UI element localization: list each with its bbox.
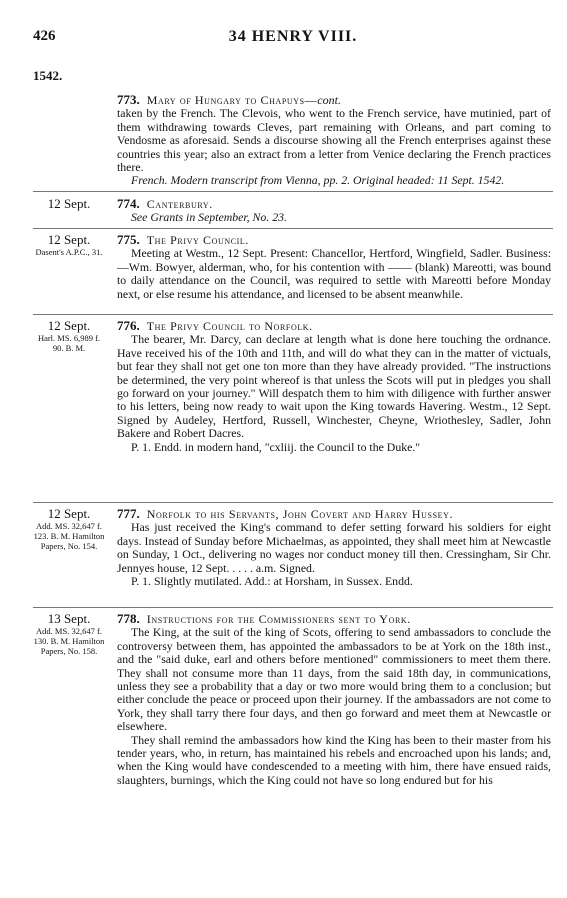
- entry-note: P. 1. Endd. in modern hand, "cxliij. the Council to the Duke.": [131, 439, 421, 454]
- year-marker: 1542.: [33, 68, 63, 83]
- entry-paragraph: They shall remind the ambassadors how kind the King has been to their master from his tender years, who, in return, has maintained his rebels and encroached upon his lands; and, when the King would have condescended to a meeting with him, there have ensued raids, slaughters, burnings, which the King could not have so long endured but for his: [117, 732, 551, 787]
- entry-separator: [33, 191, 553, 192]
- entry-title: Instructions for the Commissioners sent to York.: [146, 612, 411, 626]
- running-head: 34 HENRY VIII.: [228, 28, 358, 45]
- entry-paragraph: Meeting at Westm., 12 Sept. Present: Chancellor, Hertford, Wingfield, Sadler. Business:—Wm. Bowyer, alderman, who, for his contention with —— (blank) Mareotti, was bound to daily attendance on the Council, was required to settle with Mareotti before Monday next, or else resume his attendance, and licensed to be absent meanwhile.: [117, 246, 551, 301]
- entry-note: French. Modern transcript from Vienna, pp. 2. Original headed: 11 Sept. 1542.: [131, 173, 505, 188]
- entry-date: 12 Sept.: [47, 318, 91, 333]
- entry-margin: [33, 507, 105, 551]
- entry-body: [117, 507, 551, 588]
- entry-heading: [117, 612, 551, 626]
- entry-separator: [33, 314, 553, 315]
- entry-heading: [117, 93, 551, 107]
- entry-margin: [33, 233, 105, 258]
- entry-margin: [33, 197, 105, 210]
- entry-margin: [33, 319, 105, 354]
- entry-body: [117, 612, 551, 787]
- entry-source-ref: Add. MS. 32,647 f. 123. B. M. Hamilton Papers, No. 154.: [33, 521, 105, 551]
- entry-number: 775.: [117, 232, 140, 247]
- entry-date: 12 Sept.: [47, 232, 91, 247]
- entry-title-suffix: cont.: [317, 93, 341, 107]
- entry-paragraph: Has just received the King's command to defer setting forward his soldiers for eight days. Instead of Sunday before Michaelmas, as appointed, they shall meet him at Newcastle on Sunday, 1 Oct., delivering no wages nor conduct money till then. Cressingham, Sir Chr. Jennyes house, 12 Sept. . . . . a.m. Signed.: [117, 520, 551, 575]
- entry-separator: [33, 607, 553, 608]
- entry-source-ref: Add. MS. 32,647 f. 130. B. M. Hamilton Papers, No. 158.: [33, 626, 105, 656]
- entry-title: Mary of Hungary to Chapuys—: [146, 93, 318, 107]
- entry-body: [117, 319, 551, 454]
- entry-heading: [117, 507, 551, 521]
- page-header: [33, 28, 553, 52]
- entry-number: 777.: [117, 506, 140, 521]
- entry-number: 773.: [117, 92, 140, 107]
- entry-separator: [33, 502, 553, 503]
- entry-number: 776.: [117, 318, 140, 333]
- entry-title: The Privy Council to Norfolk.: [146, 319, 313, 333]
- entry-number: 778.: [117, 611, 140, 626]
- entry-title: Canterbury.: [146, 197, 213, 211]
- entry-date: 13 Sept.: [47, 611, 91, 626]
- entry-paragraph: The King, at the suit of the king of Scots, offering to send ambassadors to conclude the controversy between them, has appointed the ambassadors to be at York on the 18th inst., and the "said duke, earl and others before mentioned" commissioners to meet them there. They shall not consume more than 11 days, from the said 18th day, in communications, unless they see a probability that a day or two more would bring them to a conclusion; but either conclude the peace or proceed upon their journey. If the ambassadors are not come to York, they shall tarry there four days, and then go forward and meet them at Newcastle or elsewhere.: [117, 625, 551, 734]
- entry-separator: [33, 228, 553, 229]
- entry-date: 12 Sept.: [47, 196, 91, 211]
- entry-source-ref: Dasent's A.P.C., 31.: [35, 247, 103, 257]
- entry-body: [117, 93, 551, 188]
- entry-number: 774.: [117, 196, 140, 211]
- entry-note: See Grants in September, No. 23.: [131, 210, 287, 225]
- entry-title: Norfolk to his Servants, John Covert and Harry Hussey.: [146, 507, 454, 521]
- entry-title: The Privy Council.: [146, 233, 249, 247]
- entry-paragraph: The bearer, Mr. Darcy, can declare at length what is done here touching the ordnance. Have received his of the 10th and 11th, and will do what they can in the matter of victuals, but fear they shall not get one ton more than they have already provided. "The instructions be determined, the very point whereof is that unless the Scots will put in pledges you shall go forward on your journey." Will despatch them to him with diligence with further answer to his letters, being now ready to wait upon the King towards Havering. Westm., 12 Sept. Signed by Audeley, Hertford, Russell, Winchester, Cheyne, Wriothesley, Sadler, John Bakere and Robert Dacres.: [117, 332, 551, 441]
- page-number: 426: [33, 28, 56, 44]
- entry-body: [117, 233, 551, 301]
- entry-heading: [117, 319, 551, 333]
- entry-date: 12 Sept.: [47, 506, 91, 521]
- entry-body: [117, 197, 551, 225]
- entry-source-ref: Harl. MS. 6,989 f. 90. B. M.: [37, 333, 101, 353]
- entry-paragraph: taken by the French. The Clevois, who went to the French service, have mutinied, part of them withdrawing towards Cleves, part remaining with Orleans, and part coming to Vendosme as aforesaid. Sends a discourse showing all the French enterprises against these countries this year; also an extract from a letter from Venice declaring the French practices there.: [117, 106, 551, 175]
- entry-note: P. 1. Slightly mutilated. Add.: at Horsham, in Sussex. Endd.: [131, 574, 413, 589]
- entry-heading: [117, 197, 551, 211]
- entry-margin: [33, 612, 105, 656]
- entry-heading: [117, 233, 551, 247]
